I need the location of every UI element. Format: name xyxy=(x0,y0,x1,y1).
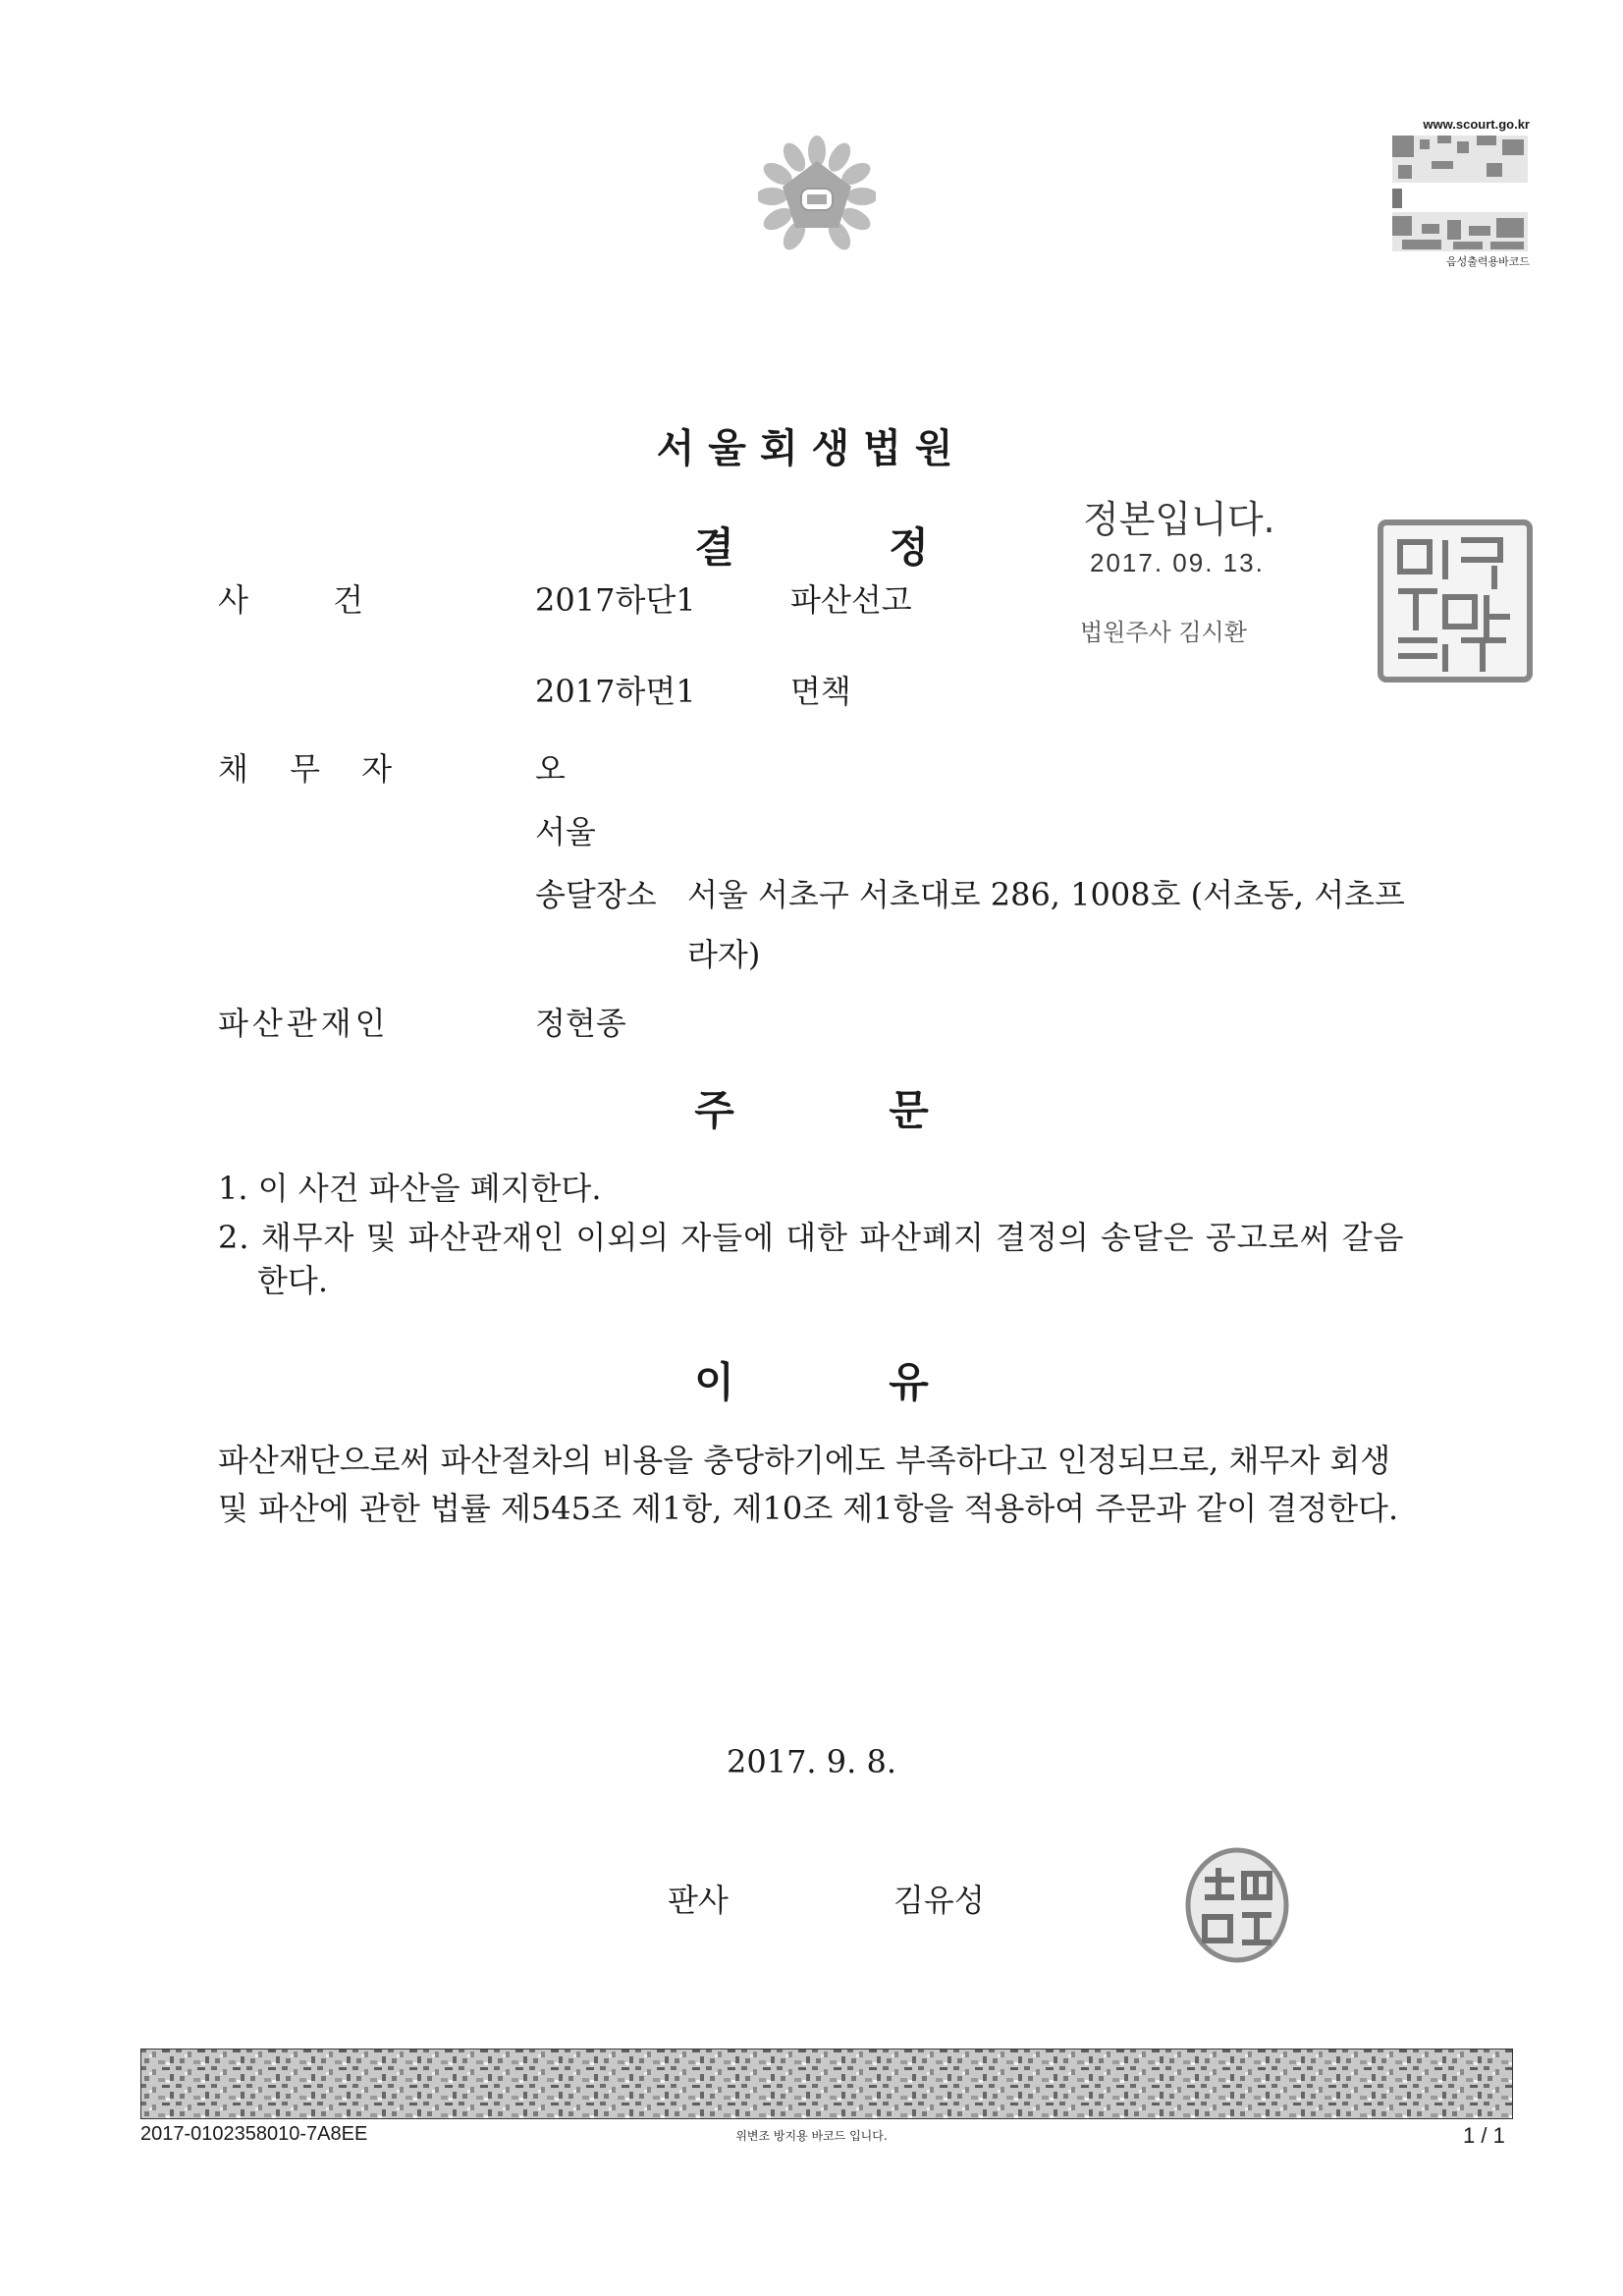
barcode-note: 위변조 방지용 바코드 입니다. xyxy=(735,2129,888,2143)
qr-url: www.scourt.go.kr xyxy=(1423,117,1530,132)
decision-date: 2017. 9. 8. xyxy=(726,1743,896,1780)
order-heading-char-2: 문 xyxy=(889,1086,929,1134)
document-id: 2017-0102358010-7A8EE xyxy=(140,2123,368,2145)
page-number: 1 / 1 xyxy=(1463,2123,1505,2148)
court-name: 서울회생법원 xyxy=(656,426,967,471)
debtor-name: 오 xyxy=(535,750,566,788)
order-heading xyxy=(0,1078,1623,1137)
reason-heading-char-1: 이 xyxy=(694,1358,734,1406)
reason-heading-char-2: 유 xyxy=(889,1358,929,1406)
certified-copy-date: 2017. 09. 13. xyxy=(1090,548,1265,577)
reason-line-1: 파산재단으로써 파산절차의 비용을 충당하기에도 부족하다고 인정되므로, 채무자 회생 xyxy=(218,1442,1391,1479)
case-number-1: 2017하단1 xyxy=(535,581,696,619)
reason-line-2: 및 파산에 관한 법률 제545조 제1항, 제10조 제1항을 적용하여 주문과 같이 결정한다. xyxy=(218,1490,1399,1527)
service-address-line-1: 서울 서초구 서초대로 286, 1008호 (서초동, 서초프 xyxy=(687,876,1405,913)
case-number-2: 2017하면1 xyxy=(535,673,696,710)
certified-copy-clerk: 법원주사 김시환 xyxy=(1080,619,1247,646)
court-emblem-icon xyxy=(758,132,876,255)
clerk-seal-icon xyxy=(1377,519,1534,683)
judge-title: 판사 xyxy=(668,1882,729,1919)
order-heading-char-1: 주 xyxy=(694,1086,734,1134)
order-item-2: 2. 채무자 및 파산관재인 이외의 자들에 대한 파산폐지 결정의 송달은 공고로써 갈음 xyxy=(218,1219,1405,1256)
decision-heading-char-2: 정 xyxy=(889,523,929,572)
trustee-name: 정현종 xyxy=(535,1005,626,1042)
case-label: 사 건 xyxy=(218,581,401,619)
decision-heading-char-1: 결 xyxy=(694,523,734,572)
reason-heading xyxy=(0,1350,1623,1409)
debtor-label: 채 무 자 xyxy=(218,750,408,788)
qr-caption: 음성출력용바코드 xyxy=(1445,256,1530,268)
case-type-1: 파산선고 xyxy=(790,581,912,619)
certified-copy-text: 정본입니다. xyxy=(1083,498,1275,541)
qr-barcode-icon xyxy=(1392,136,1528,251)
judge-seal-icon xyxy=(1183,1846,1291,1964)
anti-forgery-barcode xyxy=(140,2049,1513,2119)
order-item-2-cont: 한다. xyxy=(257,1262,328,1299)
service-address-line-2: 라자) xyxy=(687,936,761,973)
service-label: 송달장소 xyxy=(535,876,657,913)
case-type-2: 면책 xyxy=(790,673,851,710)
order-item-1: 1. 이 사건 파산을 폐지한다. xyxy=(218,1170,602,1207)
trustee-label: 파산관재인 xyxy=(218,1005,390,1042)
debtor-address: 서울 xyxy=(535,813,596,850)
judge-name: 김유성 xyxy=(893,1882,985,1919)
